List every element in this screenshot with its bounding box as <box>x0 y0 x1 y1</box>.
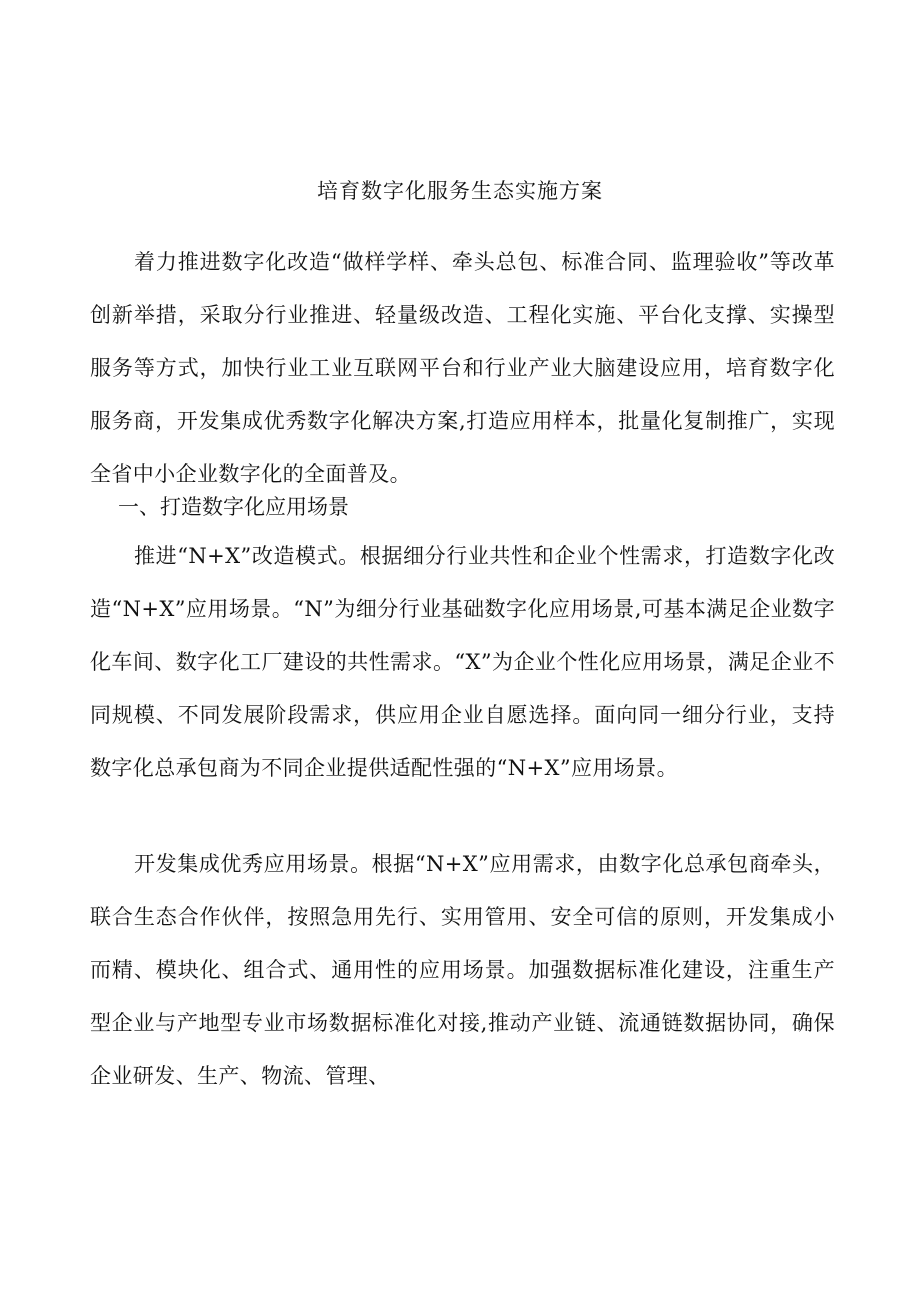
paragraph-intro: 着力推进数字化改造“做样学样、牵头总包、标准合同、监理验收”等改革创新举措，采取分行业推进、轻量级改造、工程化实施、平台化支撑、实操型服务等方式，加快行业工业互联网平台和行业产业大脑建设应用，培育数字化服务商，开发集成优秀数字化解决方案,打造应用样本，批量化复制推广，实现全省中小企业数字化的全面普及。 <box>90 250 835 486</box>
paragraph-n-plus-x-model: 推进“N+X”改造模式。根据细分行业共性和企业个性需求，打造数字化改造“N+X”应用场景。“N”为细分行业基础数字化应用场景,可基本满足企业数字化车间、数字化工厂建设的共性需求。“X”为企业个性化应用场景，满足企业不同规模、不同发展阶段需求，供应用企业自愿选择。面向同一细分行业，支持数字化总承包商为不同企业提供适配性强的“N+X”应用场景。 <box>90 544 835 780</box>
paragraph-develop-scenarios: 开发集成优秀应用场景。根据“N+X”应用需求，由数字化总承包商牵头，联合生态合作伙伴，按照急用先行、实用管用、安全可信的原则，开发集成小而精、模块化、组合式、通用性的应用场景。加强数据标准化建设，注重生产型企业与产地型专业市场数据标准化对接,推动产业链、流通链数据协同，确保企业研发、生产、物流、管理、 <box>90 852 835 1088</box>
document-title: 培育数字化服务生态实施方案 <box>317 179 603 203</box>
section-heading-1: 一、打造数字化应用场景 <box>118 495 349 519</box>
